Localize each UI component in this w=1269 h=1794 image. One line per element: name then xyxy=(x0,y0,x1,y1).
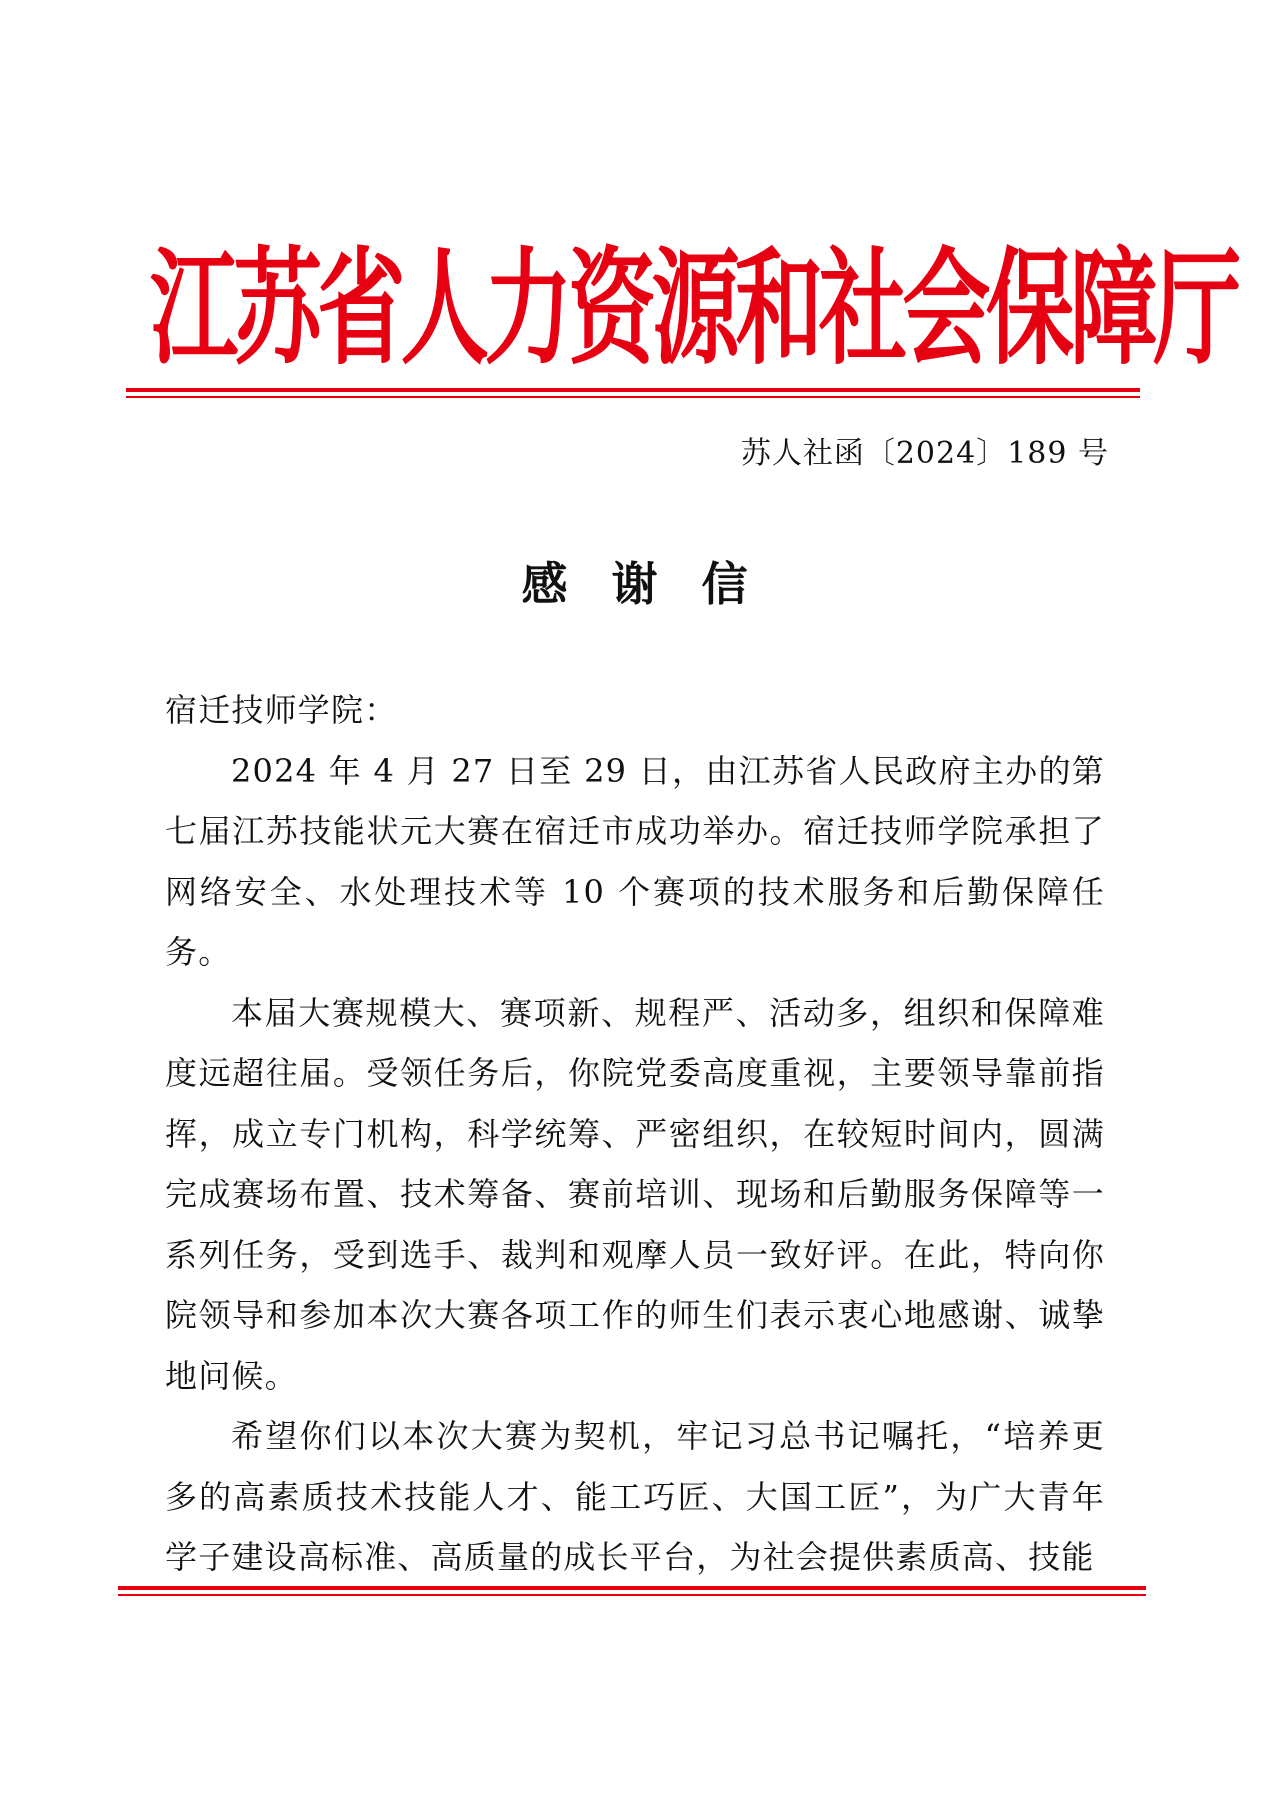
letterhead-org-name: 江苏省人力资源和社会保障厅 xyxy=(150,235,1237,383)
body-paragraph: 本届大赛规模大、赛项新、规程严、活动多，组织和保障难度远超往届。受领任务后，你院党委高度重视，主要领导靠前指挥，成立专门机构，科学统筹、严密组织，在较短时间内，圆满完成赛场布置、技术筹备、赛前培训、现场和后勤服务保障等一系列任务，受到选手、裁判和观摩人员一致好评。在此，特向你院领导和参加本次大赛各项工作的师生们表示衷心地感谢、诚挚地问候。 xyxy=(165,993,1105,1395)
footer-divider-thin xyxy=(118,1594,1146,1596)
footer-divider-thick xyxy=(118,1586,1146,1590)
header-divider-thin xyxy=(126,396,1140,398)
document-title: 感谢信 xyxy=(521,557,792,611)
salutation: 宿迁技师学院： xyxy=(165,691,398,729)
document-number: 苏人社函〔2024〕189 号 xyxy=(740,436,1109,471)
body-paragraph: 希望你们以本次大赛为契机，牢记习总书记嘱托，“培养更多的高素质技术技能人才、能工巧匠、大国工匠”，为广大青年学子建设高标准、高质量的成长平台，为社会提供素质高、技能 xyxy=(165,1417,1105,1576)
body-paragraph: 2024 年 4 月 27 日至 29 日，由江苏省人民政府主办的第七届江苏技能状元大赛在宿迁市成功举办。宿迁技师学院承担了网络安全、水处理技术等 10 个赛项的技术服务和后勤保障任务。 xyxy=(165,751,1105,971)
header-divider-thick xyxy=(126,388,1140,392)
letter-body xyxy=(165,680,1105,1588)
